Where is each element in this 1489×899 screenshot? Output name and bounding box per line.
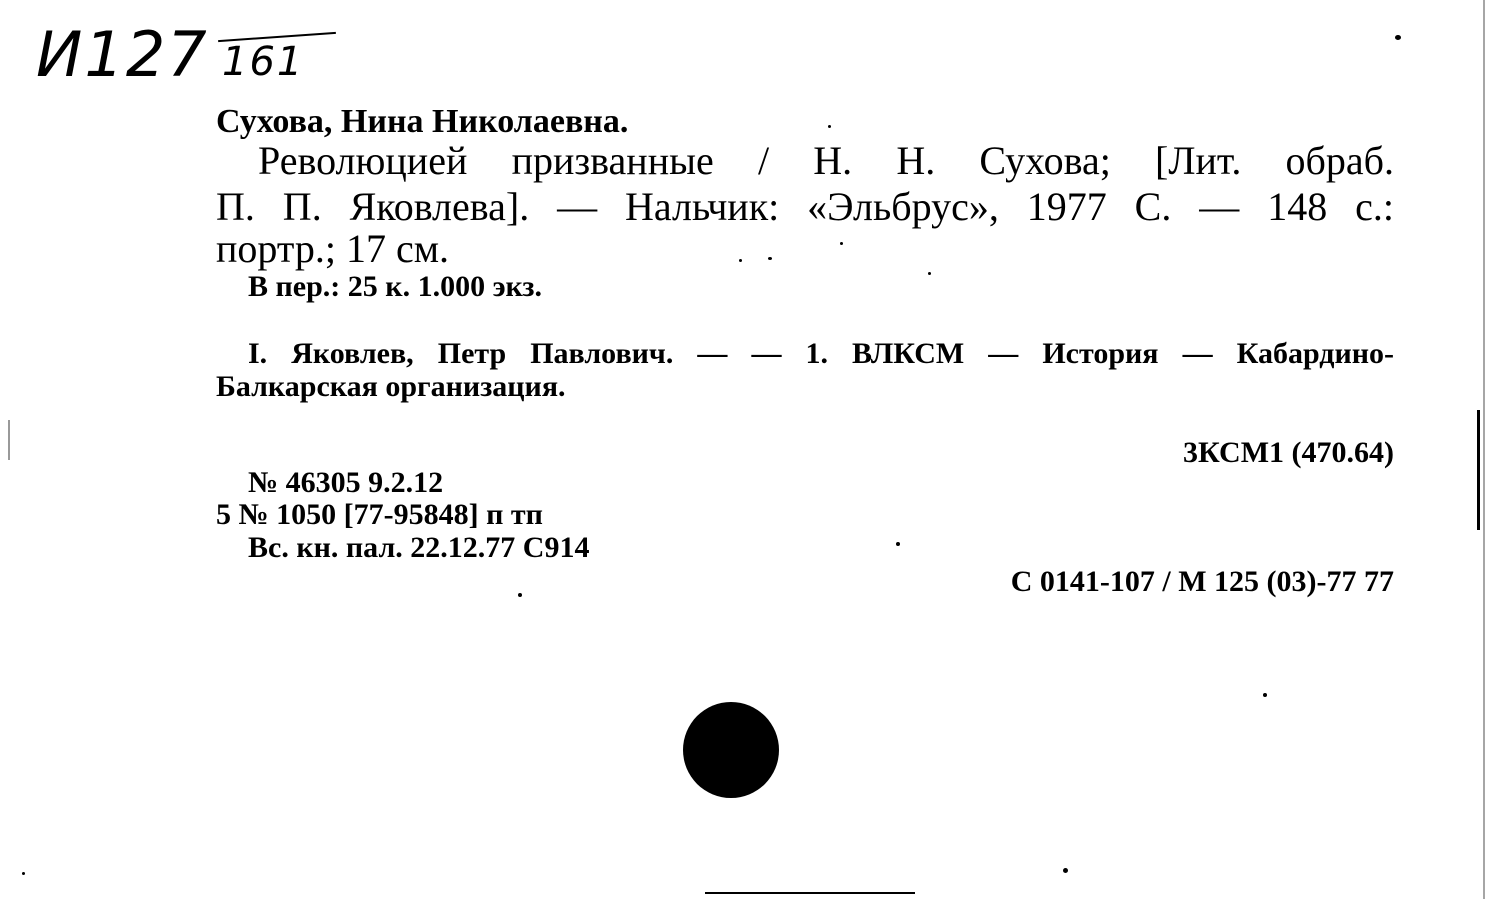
price-line: В пер.: 25 к. 1.000 экз. <box>248 270 542 303</box>
card-edge <box>1477 410 1480 530</box>
scan-speck <box>1063 868 1068 873</box>
author-heading: Сухова, Нина Николаевна. <box>216 103 629 140</box>
scan-speck <box>768 257 772 260</box>
scan-speck <box>828 125 831 128</box>
title-line-3: портр.; 17 см. <box>216 226 450 271</box>
scan-speck <box>518 593 522 597</box>
title-line-2: П. П. Яковлева]. — Нальчик: «Эльбрус», 1977 С. — 148 с.: <box>216 184 1394 229</box>
tracing-line-2: Балкарская организация. <box>216 370 566 403</box>
scan-speck <box>1263 693 1267 697</box>
card-edge <box>705 892 915 894</box>
scan-speck <box>840 242 843 245</box>
scan-speck <box>896 542 900 546</box>
registration-number-3: Вс. кн. пал. 22.12.77 С914 <box>248 531 590 564</box>
handwritten-shelf-number: 161 <box>222 39 305 85</box>
scan-speck <box>22 872 25 875</box>
punch-hole <box>683 702 779 798</box>
card-edge <box>1483 0 1485 899</box>
scan-speck <box>928 272 931 275</box>
scan-speck <box>1395 35 1401 40</box>
classification-code: 3КСМ1 (470.64) <box>1183 436 1394 469</box>
tracing-line-1: I. Яковлев, Петр Павлович. — — 1. ВЛКСМ — История — Кабардино- <box>248 337 1394 370</box>
title-line-1: Революцией призванные / Н. Н. Сухова; [Лит. обраб. <box>258 138 1394 183</box>
registration-number-2: 5 № 1050 [77-95848] п тп <box>216 498 543 531</box>
card-edge <box>8 420 10 460</box>
scan-speck <box>739 259 742 262</box>
registration-number-1: № 46305 9.2.12 <box>248 466 444 499</box>
handwritten-shelf-mark: И127 <box>36 18 209 91</box>
publisher-code: С 0141-107 / М 125 (03)-77 77 <box>1010 565 1394 598</box>
